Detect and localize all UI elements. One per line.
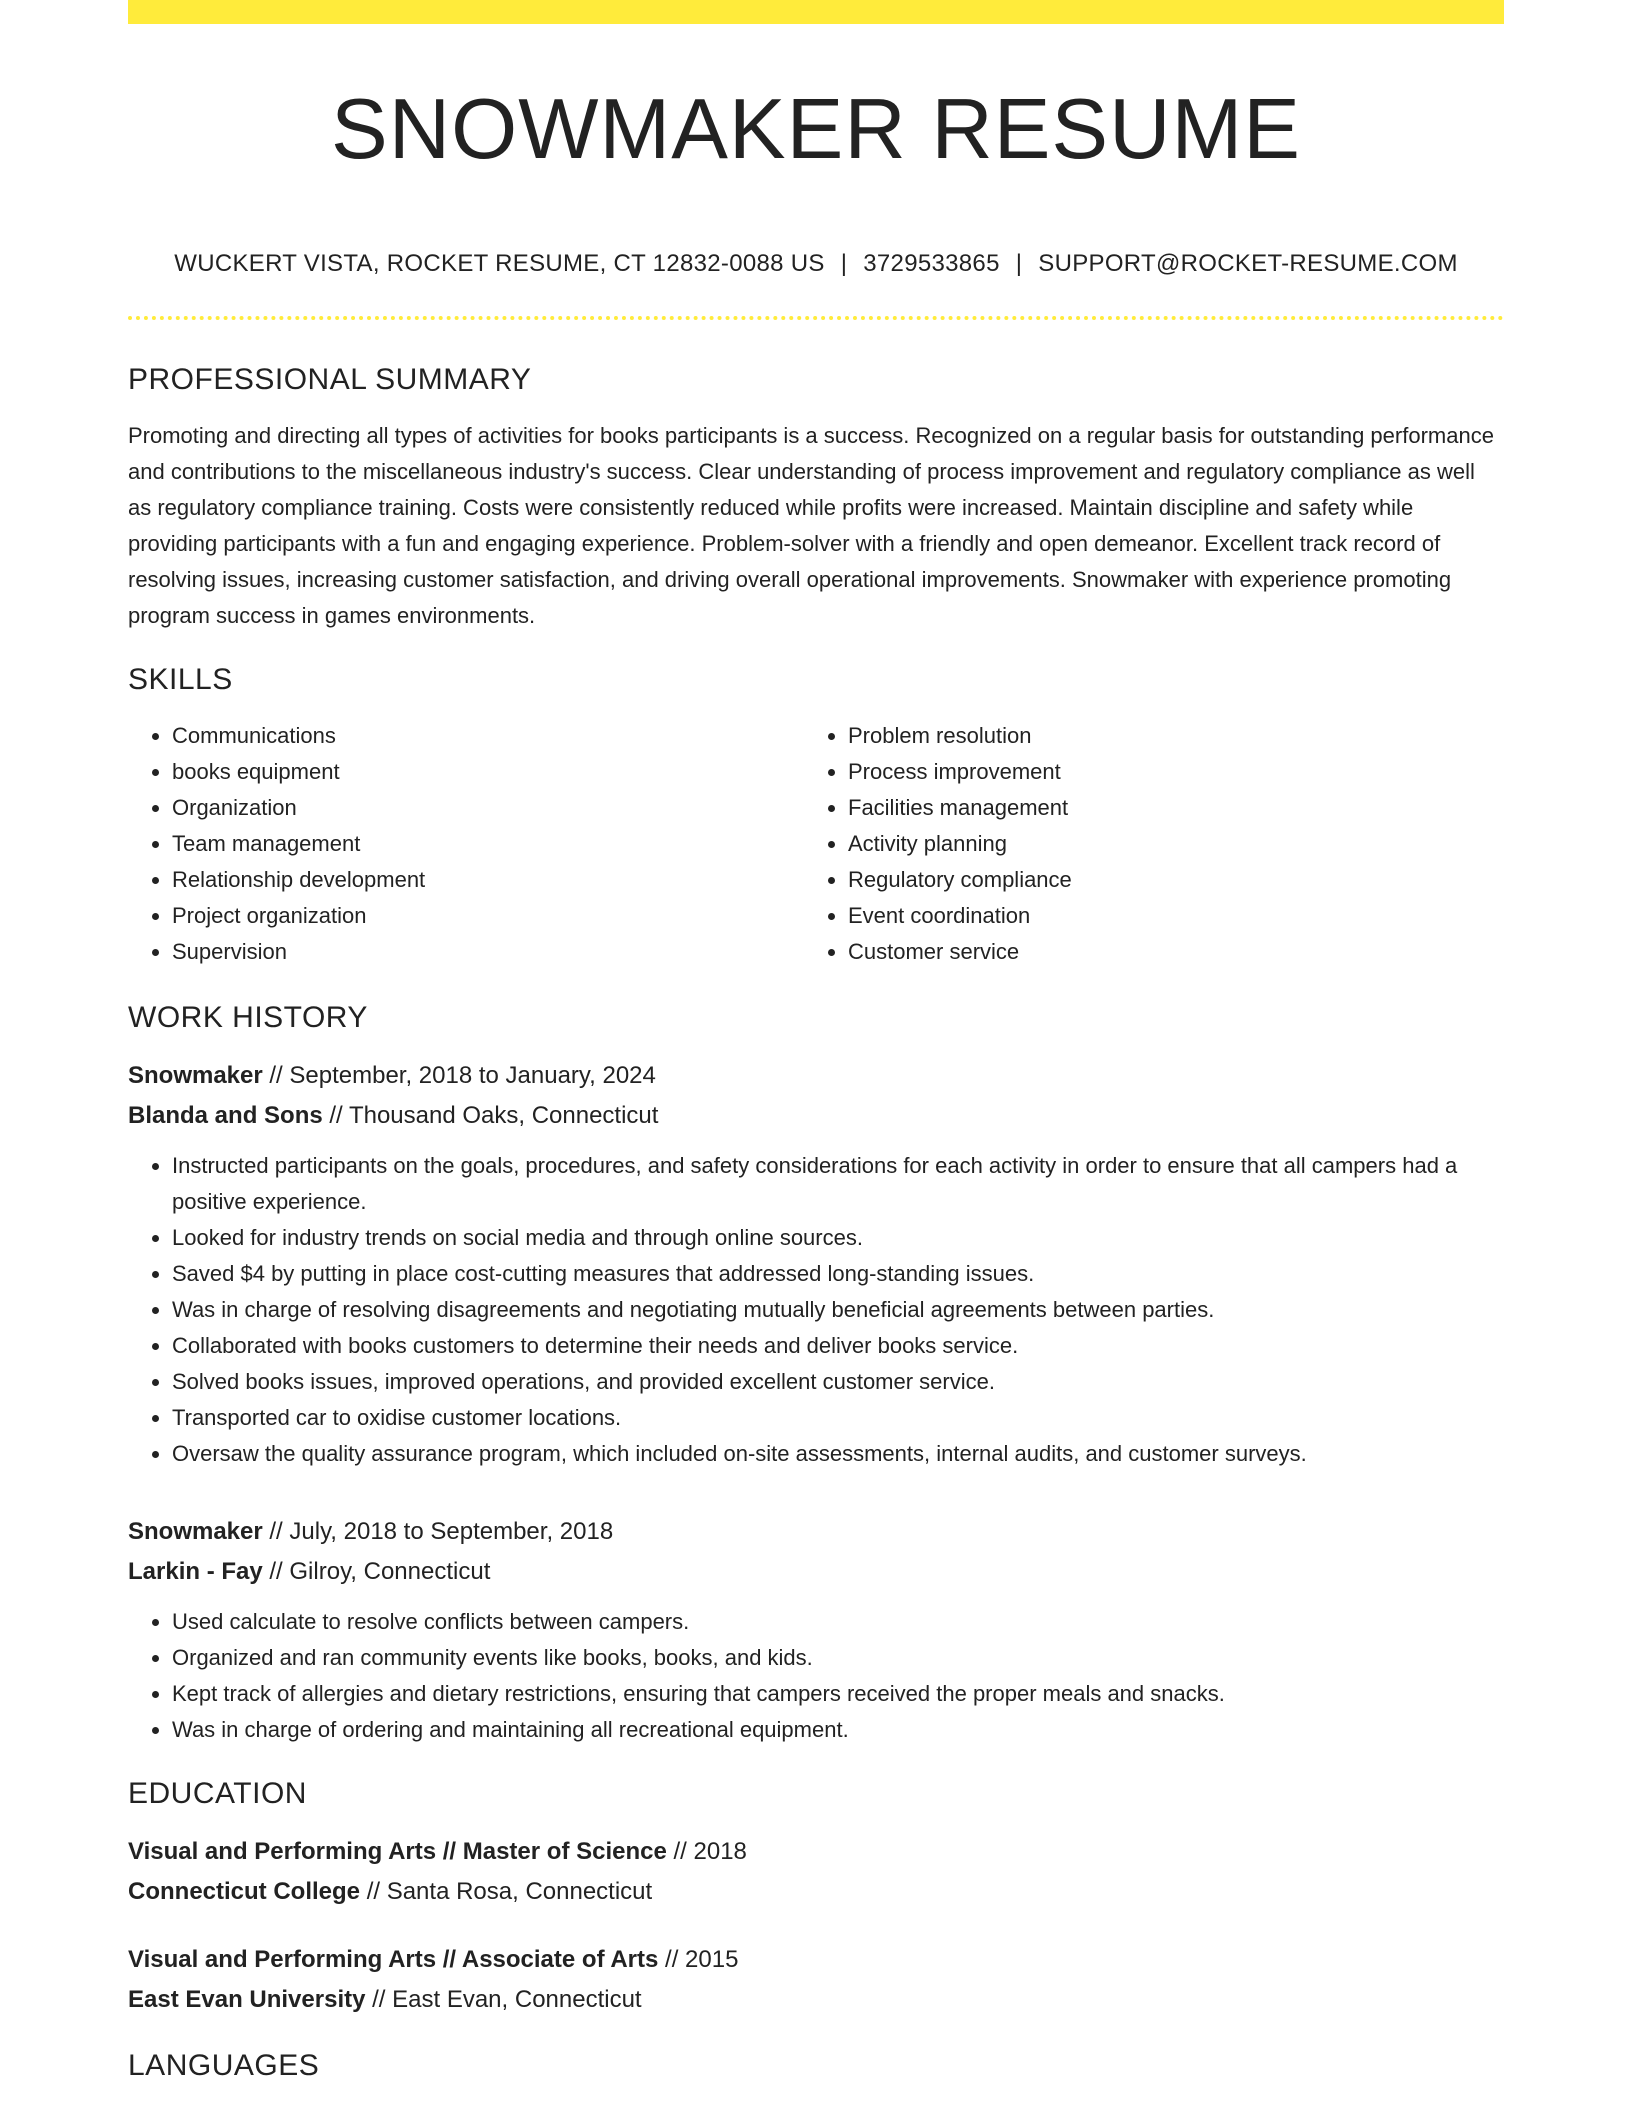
skill-item: • Supervision <box>172 934 804 970</box>
education-degree-line <box>128 1832 1504 1872</box>
skill-item: • Relationship development <box>172 862 804 898</box>
job-title-line <box>128 1512 1504 1552</box>
job-bullet: • Instructed participants on the goals, procedures, and safety considerations for each activity in order to ensure that all campers had a positive experience. <box>172 1148 1504 1220</box>
education-school: Connecticut College <box>128 1878 361 1905</box>
section-title-summary: PROFESSIONAL SUMMARY <box>128 363 532 396</box>
skill-item: • Organization <box>172 790 804 826</box>
skill-item: • Regulatory compliance <box>848 862 1480 898</box>
skill-item: • Process improvement <box>848 754 1480 790</box>
education-school: East Evan University <box>128 1986 366 2013</box>
job-bullet: • Saved $4 by putting in place cost-cutting measures that addressed long-standing issues. <box>172 1256 1504 1292</box>
job-bullet: • Looked for industry trends on social media and through online sources. <box>172 1220 1504 1256</box>
education-year: // 2015 <box>658 1946 739 1973</box>
job-bullets <box>128 1604 1504 1748</box>
contact-separator: | <box>840 250 848 277</box>
job-company-line <box>128 1096 1504 1136</box>
job-bullet: • Oversaw the quality assurance program, which included on-site assessments, internal audits, and customer surveys. <box>172 1436 1504 1472</box>
summary-text: Promoting and directing all types of activities for books participants is a success. Recognized on a regular basis for outstanding performance and contributions to the miscellaneous industry's success. Clear understanding of process improvement and regulatory compliance as well as regulatory compliance training. Costs were consistently reduced while profits were increased. Maintain discipline and safety while providing participants with a fun and engaging experience. Problem-solver with a friendly and open demeanor. Excellent track record of resolving issues, increasing customer satisfaction, and driving overall operational improvements. Snowmaker with experience promoting program success in games environments. <box>128 423 1494 628</box>
job-entry <box>128 1056 1504 1472</box>
job-bullet: • Was in charge of resolving disagreements and negotiating mutually beneficial agreements between parties. <box>172 1292 1504 1328</box>
job-company: Blanda and Sons <box>128 1102 323 1129</box>
job-bullet: • Transported car to oxidise customer locations. <box>172 1400 1504 1436</box>
job-company: Larkin - Fay <box>128 1558 263 1585</box>
section-title-work-history: WORK HISTORY <box>128 1001 368 1034</box>
contact-phone: 3729533865 <box>863 250 1000 277</box>
skills-list-right <box>804 718 1480 970</box>
resume-content <box>128 0 1504 2086</box>
job-bullet: • Organized and ran community events like books, books, and kids. <box>172 1640 1504 1676</box>
skill-item: • Team management <box>172 826 804 862</box>
job-bullet: • Was in charge of ordering and maintaining all recreational equipment. <box>172 1712 1504 1748</box>
job-entry <box>128 1512 1504 1748</box>
job-bullet: • Collaborated with books customers to determine their needs and deliver books service. <box>172 1328 1504 1364</box>
skill-item: • Facilities management <box>848 790 1480 826</box>
skills-list-left <box>128 718 804 970</box>
resume-name: SNOWMAKER RESUME <box>331 82 1301 177</box>
skill-item: • Customer service <box>848 934 1480 970</box>
contact-address: WUCKERT VISTA, ROCKET RESUME, CT 12832-0088 US <box>174 250 825 277</box>
job-bullet: • Kept track of allergies and dietary restrictions, ensuring that campers received the proper meals and snacks. <box>172 1676 1504 1712</box>
contact-line <box>128 248 1504 280</box>
education-entry <box>128 1832 1504 1912</box>
contact-separator: | <box>1015 250 1023 277</box>
job-title-line <box>128 1056 1504 1096</box>
job-bullet: • Solved books issues, improved operations, and provided excellent customer service. <box>172 1364 1504 1400</box>
job-role: Snowmaker <box>128 1062 263 1089</box>
job-bullets <box>128 1148 1504 1472</box>
job-bullet: • Used calculate to resolve conflicts between campers. <box>172 1604 1504 1640</box>
section-title-languages: LANGUAGES <box>128 2049 320 2082</box>
skill-item: • Project organization <box>172 898 804 934</box>
skills-columns <box>128 718 1504 970</box>
job-dates: // September, 2018 to January, 2024 <box>262 1062 656 1089</box>
skill-item: • Problem resolution <box>848 718 1480 754</box>
contact-email: SUPPORT@ROCKET-RESUME.COM <box>1038 250 1458 277</box>
education-degree-line <box>128 1940 1504 1980</box>
section-title-skills: SKILLS <box>128 663 233 696</box>
education-school-line <box>128 1980 1504 2020</box>
skill-item: • Activity planning <box>848 826 1480 862</box>
education-degree: Visual and Performing Arts // Master of Science <box>128 1838 667 1865</box>
job-dates: // July, 2018 to September, 2018 <box>262 1518 614 1545</box>
skill-item: • books equipment <box>172 754 804 790</box>
job-location: // Gilroy, Connecticut <box>262 1558 491 1585</box>
education-location: // East Evan, Connecticut <box>365 1986 642 2013</box>
dotted-divider <box>128 316 1504 320</box>
education-degree: Visual and Performing Arts // Associate of Arts <box>128 1946 659 1973</box>
job-role: Snowmaker <box>128 1518 263 1545</box>
job-company-line <box>128 1552 1504 1592</box>
section-title-education: EDUCATION <box>128 1777 307 1810</box>
job-location: // Thousand Oaks, Connecticut <box>322 1102 659 1129</box>
education-school-line <box>128 1872 1504 1912</box>
education-location: // Santa Rosa, Connecticut <box>360 1878 653 1905</box>
education-year: // 2018 <box>666 1838 747 1865</box>
education-entry <box>128 1940 1504 2020</box>
skill-item: • Communications <box>172 718 804 754</box>
skill-item: • Event coordination <box>848 898 1480 934</box>
